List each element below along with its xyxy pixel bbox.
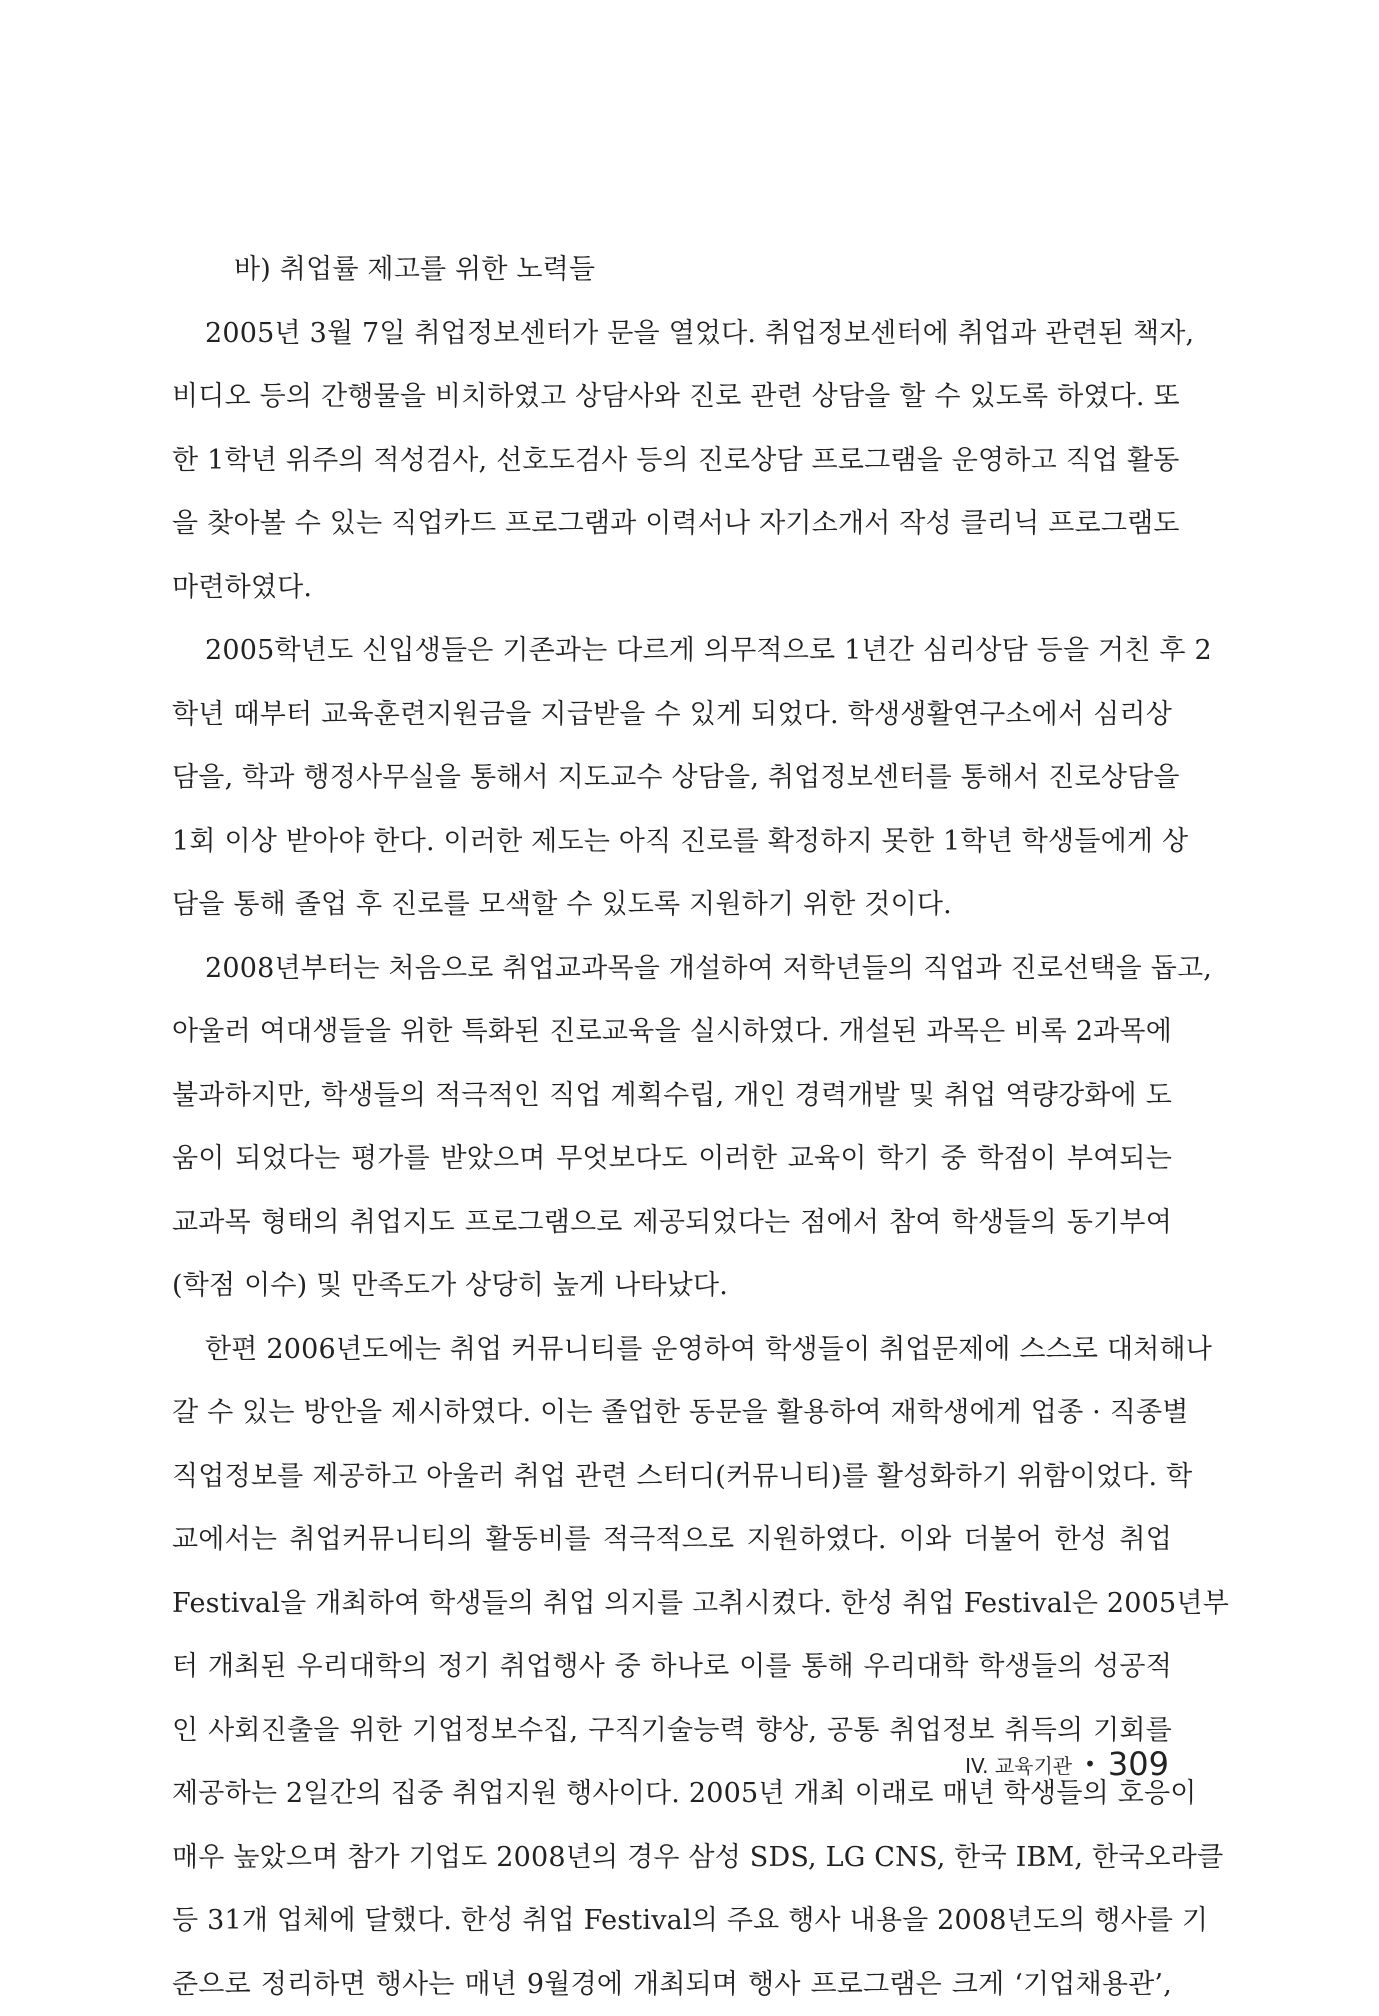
paragraph-4-line-9: 매우 높았으며 참가 기업도 2008년의 경우 삼성 SDS, LG CNS, 한국 IBM, 한국오라클: [172, 1826, 1172, 1890]
paragraph-3-line-6: (학점 이수) 및 만족도가 상당히 높게 나타났다.: [172, 1254, 1172, 1318]
paragraph-4-line-4: 교에서는 취업커뮤니티의 활동비를 적극적으로 지원하였다. 이와 더불어 한성 취업: [172, 1508, 1172, 1572]
paragraph-3-line-3: 불과하지만, 학생들의 적극적인 직업 계획수립, 개인 경력개발 및 취업 역량강화에 도: [172, 1064, 1172, 1128]
paragraph-1-line-3: 한 1학년 위주의 적성검사, 선호도검사 등의 진로상담 프로그램을 운영하고 직업 활동: [172, 429, 1172, 493]
section-heading: 바) 취업률 제고를 위한 노력들: [172, 238, 1172, 302]
paragraph-2-line-3: 담을, 학과 행정사무실을 통해서 지도교수 상담을, 취업정보센터를 통해서 진로상담을: [172, 746, 1172, 810]
paragraph-3-line-1: 2008년부터는 처음으로 취업교과목을 개설하여 저학년들의 직업과 진로선택을 돕고,: [172, 937, 1172, 1001]
paragraph-2-line-4: 1회 이상 받아야 한다. 이러한 제도는 아직 진로를 확정하지 못한 1학년 학생들에게 상: [172, 810, 1172, 874]
footer-section-title: IV. 교육기관: [965, 1750, 1072, 1779]
paragraph-4-line-11: 준으로 정리하면 행사는 매년 9월경에 개최되며 행사 프로그램은 크게 ‘기업채용관’,: [172, 1953, 1172, 2016]
paragraph-1-line-4: 을 찾아볼 수 있는 직업카드 프로그램과 이력서나 자기소개서 작성 클리닉 프로그램도: [172, 492, 1172, 556]
paragraph-4-line-7: 인 사회진출을 위한 기업정보수집, 구직기술능력 향상, 공통 취업정보 취득의 기회를: [172, 1699, 1172, 1763]
paragraph-2-line-1: 2005학년도 신입생들은 기존과는 다르게 의무적으로 1년간 심리상담 등을 거친 후 2: [172, 619, 1172, 683]
paragraph-4-line-8: 제공하는 2일간의 집중 취업지원 행사이다. 2005년 개최 이래로 매년 학생들의 호응이: [172, 1762, 1172, 1826]
paragraph-3-line-2: 아울러 여대생들을 위한 특화된 진로교육을 실시하였다. 개설된 과목은 비록 2과목에: [172, 1000, 1172, 1064]
paragraph-4-line-10: 등 31개 업체에 달했다. 한성 취업 Festival의 주요 행사 내용을 2008년도의 행사를 기: [172, 1889, 1172, 1953]
paragraph-1-line-2: 비디오 등의 간행물을 비치하였고 상담사와 진로 관련 상담을 할 수 있도록 하였다. 또: [172, 365, 1172, 429]
paragraph-1-line-5: 마련하였다.: [172, 556, 1172, 620]
paragraph-4-line-5: Festival을 개최하여 학생들의 취업 의지를 고취시켰다. 한성 취업 Festival은 2005년부: [172, 1572, 1172, 1636]
paragraph-3-line-4: 움이 되었다는 평가를 받았으며 무엇보다도 이러한 교육이 학기 중 학점이 부여되는: [172, 1127, 1172, 1191]
paragraph-2-line-2: 학년 때부터 교육훈련지원금을 지급받을 수 있게 되었다. 학생생활연구소에서 심리상: [172, 683, 1172, 747]
paragraph-4-line-1: 한편 2006년도에는 취업 커뮤니티를 운영하여 학생들이 취업문제에 스스로 대처해나: [172, 1318, 1172, 1382]
footer-bullet: •: [1084, 1752, 1096, 1776]
paragraph-2-line-5: 담을 통해 졸업 후 진로를 모색할 수 있도록 지원하기 위한 것이다.: [172, 873, 1172, 937]
paragraph-4-line-2: 갈 수 있는 방안을 제시하였다. 이는 졸업한 동문을 활용하여 재학생에게 업종 · 직종별: [172, 1381, 1172, 1445]
paragraph-3-line-5: 교과목 형태의 취업지도 프로그램으로 제공되었다는 점에서 참여 학생들의 동기부여: [172, 1191, 1172, 1255]
paragraph-4-line-6: 터 개최된 우리대학의 정기 취업행사 중 하나로 이를 통해 우리대학 학생들의 성공적: [172, 1635, 1172, 1699]
page-footer: [965, 1742, 1169, 1786]
paragraph-1-line-1: 2005년 3월 7일 취업정보센터가 문을 열었다. 취업정보센터에 취업과 관련된 책자,: [172, 302, 1172, 366]
paragraph-4-line-3: 직업정보를 제공하고 아울러 취업 관련 스터디(커뮤니티)를 활성화하기 위함이었다. 학: [172, 1445, 1172, 1509]
page-number: 309: [1108, 1745, 1169, 1783]
